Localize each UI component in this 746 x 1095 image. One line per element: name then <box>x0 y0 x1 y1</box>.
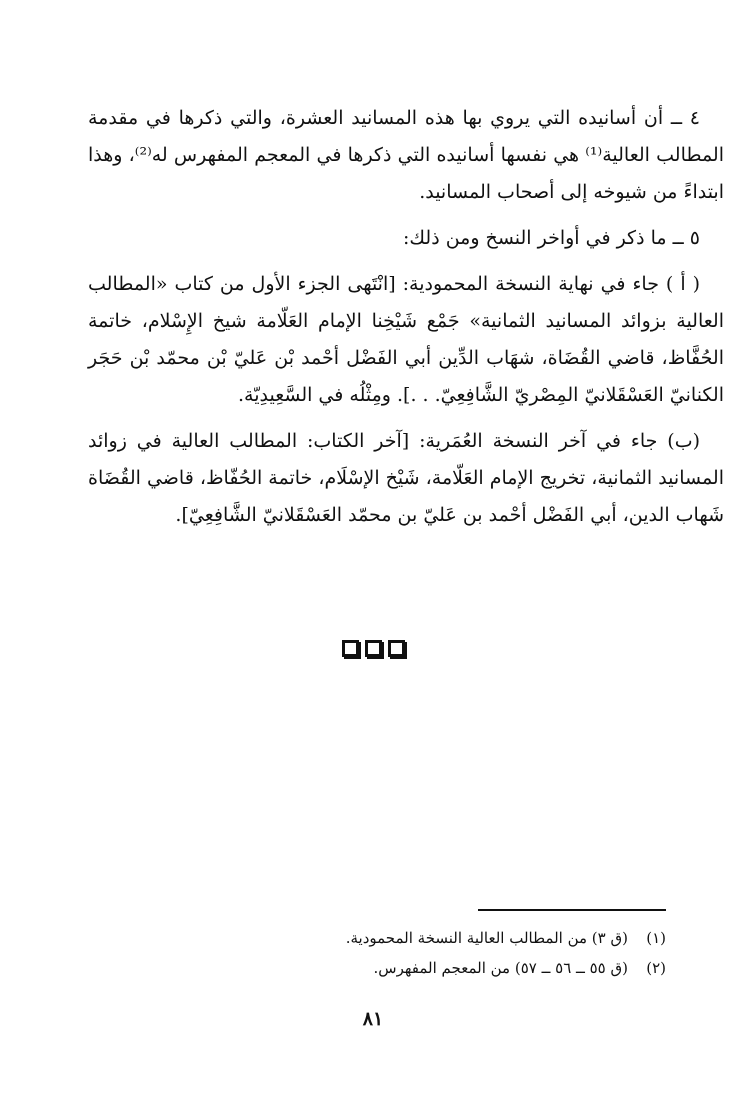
footnote-number: (١) <box>646 929 666 947</box>
paragraph-a: ( أ ) جاء في نهاية النسخة المحمودية: [انْتَهى الجزء الأول من كتاب «المطالب العالية بزوائد المسانيد الثمانية» جَمْع شَيْخِنا الإمام العَلّامة شيخ الإِسْلام، خاتمة الحُفَّاظ، قاضي القُضَاة، شهَاب الدِّين أبي الفَضْل أحْمد بْن عَليّ بْن محمّد بْن حَجَر الكنانيّ العَسْقَلانيّ المِصْريّ الشَّافِعِيّ. . .]. ومِثْلُه في السَّعِيدِيّة. <box>88 273 724 406</box>
footnote-number: (٢) <box>646 959 666 977</box>
paragraph-5: ٥ ــ ما ذكر في أواخر النسخ ومن ذلك: <box>403 227 700 249</box>
ornament-square-icon <box>342 640 359 657</box>
footnote-2 <box>288 953 666 983</box>
paragraph-b: (ب) جاء في آخر النسخة العُمَرية: [آخر الكتاب: المطالب العالية في زوائد المسانيد الثمانية، تخريج الإمام العَلّامة، شَيْخ الإسْلَام، خاتمة الحُفّاظ، قاضي القُضَاة شَهاب الدين، أبي الفَضْل أحْمد بن عَليّ بن محمّد العَسْقَلانيّ الشَّافِعِيّ]. <box>88 430 724 526</box>
footnote-1 <box>288 923 666 953</box>
section-ornament <box>0 640 746 657</box>
paragraph-4: ٤ ــ أن أسانيده التي يروي بها هذه المسانيد العشرة، والتي ذكرها في مقدمة المطالب العالية⁽¹⁾ هي نفسها أسانيده التي ذكرها في المعجم المفهرس له⁽²⁾، وهذا ابتداءً من شيوخه إلى أصحاب المسانيد. <box>88 107 724 203</box>
footnote-divider <box>478 909 666 911</box>
footnotes <box>288 909 666 983</box>
ornament-square-icon <box>365 640 382 657</box>
ornament-square-icon <box>388 640 405 657</box>
footnote-text: (ق ٣) من المطالب العالية النسخة المحمودية. <box>345 929 628 947</box>
page-number: ٨١ <box>362 1008 384 1030</box>
main-text <box>88 100 724 543</box>
footnote-text: (ق ٥٥ ــ ٥٦ ــ ٥٧) من المعجم المفهرس. <box>373 959 628 977</box>
